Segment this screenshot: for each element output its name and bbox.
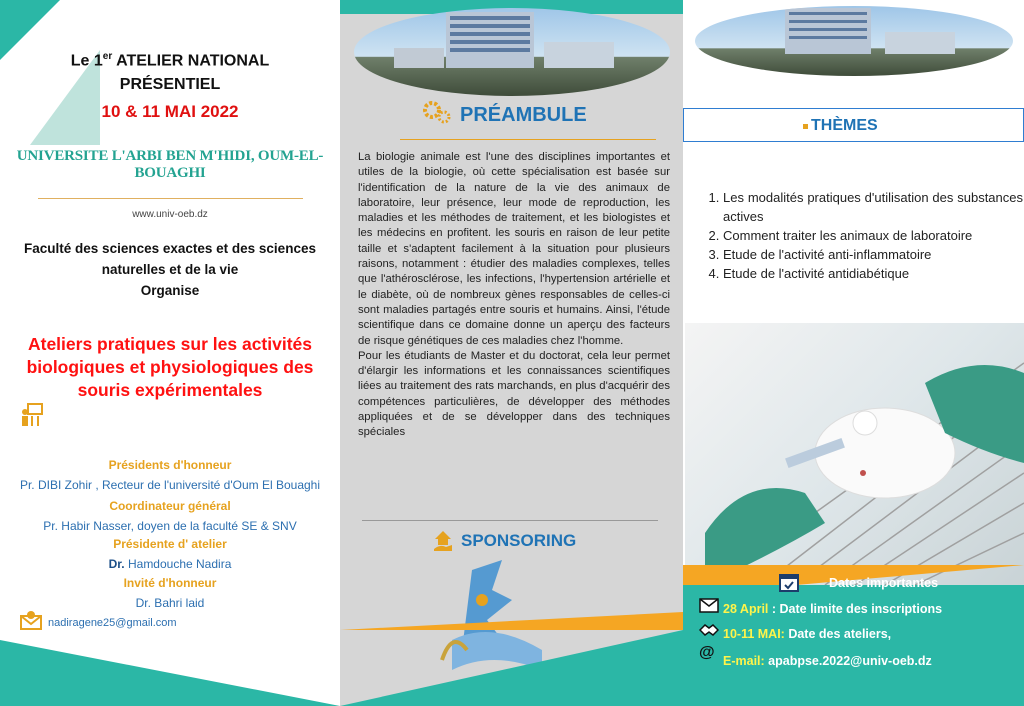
faculty-line1: Faculté des sciences exactes et des sciences [24, 241, 316, 256]
bottom-orange-stripe [340, 612, 683, 630]
handshake-icon [699, 621, 719, 639]
preambule-paragraph-2: Pour les étudiants de Master et du doctorat, cela leur permet d'élargir les informations et les connaissances scientifiques liées au traitement des rats marchands, en plus d'acquérir des compétences particulières, de développer des méthodes appliquées et de se développer dans des techniques spéciales [358, 349, 670, 439]
invite-value: Dr. Bahri laid [135, 596, 205, 610]
presidente-value: Dr. Hamdouche Nadira [108, 557, 232, 571]
bottom-teal-band [340, 630, 683, 706]
faculty-block [20, 238, 320, 301]
website-link[interactable]: www.univ-oeb.dz [132, 209, 208, 220]
themes-list [701, 188, 1023, 283]
sponsoring-title: SPONSORING [461, 531, 577, 550]
calendar-icon [778, 571, 800, 593]
university-name: UNIVERSITE L'ARBI BEN M'HIDI, OUM-EL-BOUAGHI [16, 148, 324, 181]
themes-title: THÈMES [811, 117, 878, 134]
left-panel [0, 0, 340, 706]
divider [362, 520, 658, 521]
contact-email-workshop[interactable]: E-mail: apabpse.2022@univ-oeb.dz [723, 654, 932, 668]
presentation-icon [20, 402, 44, 428]
theme-item: 4. Etude de l'activité antidiabétique [723, 264, 1023, 283]
at-sign-icon: @ [699, 644, 715, 661]
sponsor-hand-icon [432, 529, 454, 553]
gears-icon [422, 100, 452, 124]
preambule-paragraph-1: La biologie animale est l'une des disciplines importantes et utiles de la biologie, où cette spécialisation est basée sur l'identification de la nature de la vie des animaux de laboratoire, leur présence, leur mode de reproduction, les maladies et les méthodes de traitement, et les biologistes et les médecins en profitent. les souris en raison de leur petite taille et s'adaptent facilement à la situation pour plusieurs raisons, notamment : étudier des maladies complexes, telles que l'athérosclérose, les infections, l'hypertension artérielle et le diabète, où de nombreux gènes responsables de celles-ci sont maladies partagés entre souris et humains. Ainsi, l'étude scientifique dans ce domaine donne un aperçu des facteurs de risque génétiques de ces maladies chez l'homme. [358, 151, 670, 347]
lab-mouse-photo [685, 323, 1024, 585]
event-dates: 10 & 11 MAI 2022 [101, 102, 239, 121]
atelier-subject [8, 333, 332, 402]
preambule-title: PRÉAMBULE [460, 104, 587, 126]
organise-label: Organise [140, 283, 200, 298]
date-ateliers: 10-11 MAI: Date des ateliers, [723, 627, 892, 641]
atelier-subject-line1: Ateliers pratiques sur les activités [27, 334, 313, 354]
contact-email[interactable]: nadiragene25@gmail.com [48, 617, 177, 629]
presidente-label: Présidente d' atelier [113, 537, 227, 551]
faculty-line2: naturelles et de la vie [101, 262, 239, 277]
atelier-subject-line3: souris expérimentales [77, 380, 263, 400]
atelier-title-line1: Le 1er ATELIER NATIONAL [70, 51, 270, 70]
bullet-square-icon [803, 124, 808, 129]
divider [38, 198, 303, 199]
envelope-icon [699, 596, 719, 614]
middle-panel [340, 0, 683, 706]
atelier-title-line2: PRÉSENTIEL [119, 76, 221, 93]
coordinateur-label: Coordinateur général [109, 499, 231, 513]
preambule-body [358, 150, 670, 441]
theme-item: 2. Comment traiter les animaux de laboratoire [723, 226, 1023, 245]
right-panel [683, 0, 1024, 706]
theme-item: 1. Les modalités pratiques d'utilisation des substances actives [723, 188, 1023, 226]
campus-photo [354, 8, 670, 96]
atelier-subject-line2: biologiques et physiologiques des [26, 357, 314, 377]
email-icon [20, 609, 42, 631]
bottom-teal-wedge [0, 640, 340, 706]
coordinateur-value: Pr. Habir Nasser, doyen de la faculté SE & SNV [43, 519, 297, 533]
invite-label: Invité d'honneur [123, 576, 217, 590]
preambule-underline [400, 139, 656, 140]
presidents-value: Pr. DIBI Zohir , Recteur de l'université d'Oum El Bouaghi [19, 478, 321, 492]
theme-item: 3. Etude de l'activité anti-inflammatoire [723, 245, 1023, 264]
presidents-label: Présidents d'honneur [108, 458, 232, 472]
date-inscriptions: 28 April : Date limite des inscriptions [723, 602, 943, 616]
dates-title: Dates importantes [829, 576, 939, 590]
campus-photo [695, 6, 1013, 76]
